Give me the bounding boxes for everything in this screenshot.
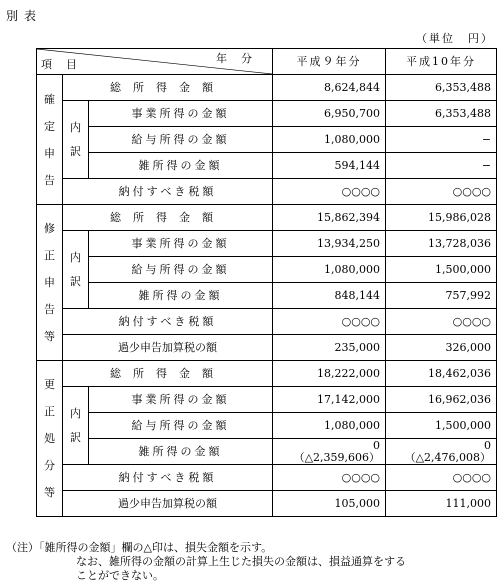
table-row: [37, 361, 497, 387]
row-label: 事業所得の金額: [89, 387, 273, 413]
table-row: [37, 257, 497, 283]
value-cell: 1,080,000: [273, 257, 386, 283]
value-cell: 15,986,028: [386, 205, 497, 231]
table-row: [37, 231, 497, 257]
group-label-shusei: 修 正 申 告 等: [37, 205, 63, 361]
footnote-line: なお、雑所得の金額の計算上生じた損失の金額は、損益通算をする: [76, 555, 406, 568]
value-loss: （△2,476,008）: [404, 450, 492, 464]
uchiwake-label: 内 訳: [63, 231, 89, 309]
value-main: 0: [484, 438, 492, 452]
row-label: 納付すべき税額: [63, 465, 273, 491]
value-cell: 6,353,488: [386, 75, 497, 101]
table-row: [37, 75, 497, 101]
table-row: [37, 465, 497, 491]
row-label: 総所得金額: [63, 361, 273, 387]
header-row: [37, 49, 497, 75]
column-header-h10: 平成10年分: [386, 49, 497, 75]
group-label-kakutei: 確 定 申 告: [37, 75, 63, 205]
row-label: 総所得金額: [63, 75, 273, 101]
table-row: [37, 491, 497, 517]
value-cell: 1,080,000: [273, 127, 386, 153]
row-label: 給与所得の金額: [89, 127, 273, 153]
row-label: 総所得金額: [63, 205, 273, 231]
row-label: 雑所得の金額: [89, 153, 273, 179]
value-cell: 15,862,394: [273, 205, 386, 231]
value-cell: 848,144: [273, 283, 386, 309]
value-cell: [386, 439, 497, 465]
value-cell: ○○○○: [273, 309, 386, 335]
value-cell: 6,353,488: [386, 101, 497, 127]
value-cell: 1,500,000: [386, 413, 497, 439]
value-cell: ○○○○: [386, 309, 497, 335]
row-label: 給与所得の金額: [89, 413, 273, 439]
table-row: [37, 205, 497, 231]
value-cell: ○○○○: [386, 465, 497, 491]
group-label-kosei: 更 正 処 分 等: [37, 361, 63, 517]
table-row: [37, 179, 497, 205]
uchiwake-label: 内 訳: [63, 387, 89, 465]
value-cell: 8,624,844: [273, 75, 386, 101]
uchiwake-label: 内 訳: [63, 101, 89, 179]
value-cell: 17,142,000: [273, 387, 386, 413]
header-koumoku-label: 項目: [41, 58, 91, 71]
value-cell: 1,080,000: [273, 413, 386, 439]
value-cell: 757,992: [386, 283, 497, 309]
row-label: 雑所得の金額: [89, 283, 273, 309]
table-row: [37, 153, 497, 179]
value-cell: [273, 439, 386, 465]
row-label: 過少申告加算税の額: [63, 491, 273, 517]
table-row: [37, 127, 497, 153]
row-label: 納付すべき税額: [63, 309, 273, 335]
value-cell: ○○○○: [386, 179, 497, 205]
row-label: 事業所得の金額: [89, 101, 273, 127]
tax-table: [36, 48, 497, 517]
header-nen-label: 年分: [216, 52, 267, 65]
value-cell: 16,962,036: [386, 387, 497, 413]
value-cell: ○○○○: [273, 179, 386, 205]
table-row: [37, 283, 497, 309]
value-cell: −: [386, 153, 497, 179]
value-cell: 6,950,700: [273, 101, 386, 127]
value-cell: 326,000: [386, 335, 497, 361]
table-row: [37, 387, 497, 413]
footnote: [6, 541, 502, 583]
value-cell: 18,462,036: [386, 361, 497, 387]
column-header-h9: 平成９年分: [273, 49, 386, 75]
table-row: [37, 335, 497, 361]
table-row: [37, 413, 497, 439]
row-label: 給与所得の金額: [89, 257, 273, 283]
value-main: 0: [373, 438, 381, 452]
header-diagonal-cell: [37, 49, 273, 75]
unit-label: （単位 円）: [416, 32, 494, 45]
value-cell: 105,000: [273, 491, 386, 517]
footnote-line: ことができない。: [76, 569, 164, 582]
value-cell: 18,222,000: [273, 361, 386, 387]
row-label: 雑所得の金額: [89, 439, 273, 465]
table-row: [37, 439, 497, 465]
value-cell: −: [386, 127, 497, 153]
document-title: 別表: [6, 9, 43, 23]
value-cell: 594,144: [273, 153, 386, 179]
row-label: 事業所得の金額: [89, 231, 273, 257]
value-cell: 111,000: [386, 491, 497, 517]
value-cell: ○○○○: [273, 465, 386, 491]
value-cell: 13,934,250: [273, 231, 386, 257]
value-cell: 1,500,000: [386, 257, 497, 283]
value-loss: （△2,359,606）: [293, 450, 381, 464]
footnote-line: （注）「雑所得の金額」欄の△印は、損失金額を示す。: [6, 541, 273, 554]
value-cell: 235,000: [273, 335, 386, 361]
row-label: 納付すべき税額: [63, 179, 273, 205]
table-row: [37, 309, 497, 335]
row-label: 過少申告加算税の額: [63, 335, 273, 361]
value-cell: 13,728,036: [386, 231, 497, 257]
table-row: [37, 101, 497, 127]
